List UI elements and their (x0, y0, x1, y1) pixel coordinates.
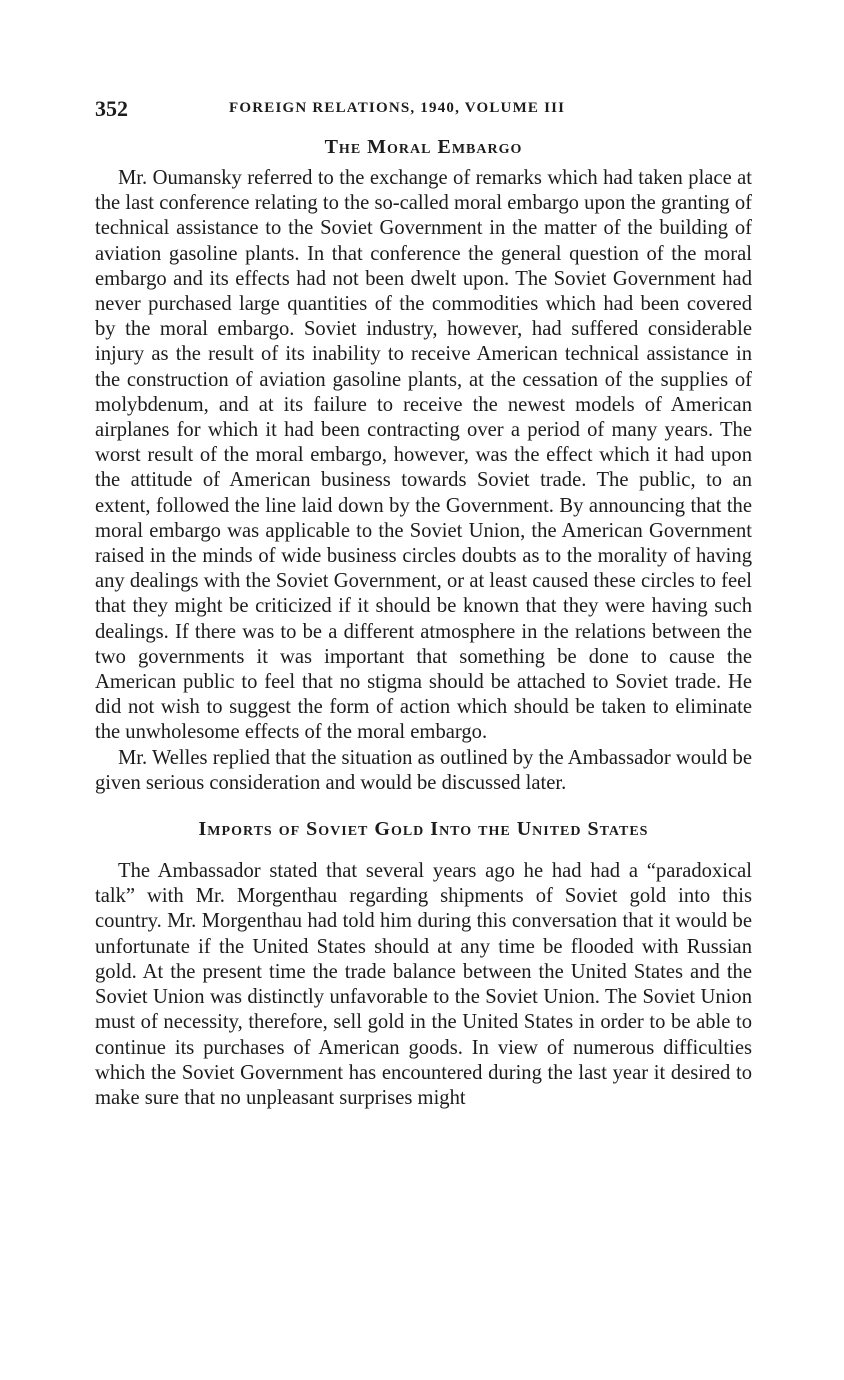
paragraph: The Ambassador stated that several years ago he had had a “paradoxical talk” with Mr. Morgenthau regarding shipments of Soviet gold into this country. Mr. Morgenthau had told him during this conversation that it would be unfortunate if the United States should at any time be flooded with Russian gold. At the present time the trade balance between the United States and the Soviet Union was distinctly unfavorable to the Soviet Union. The Soviet Union must of necessity, therefore, sell gold in the United States in order to be able to continue its purchases of American goods. In view of numerous difficulties which the Soviet Government has encountered during the last year it desired to make sure that no unpleasant surprises might (95, 860, 752, 1109)
paragraph: Mr. Oumansky referred to the exchange of remarks which had taken place at the last conference relating to the so-called moral embargo upon the granting of technical assistance to the Soviet Government in the matter of the building of aviation gasoline plants. In that conference the general question of the moral embargo and its effects had not been dwelt upon. The Soviet Government had never purchased large quantities of the commodities which had been covered by the moral embargo. Soviet industry, however, had suffered considerable injury as the result of its inability to receive American technical assistance in the construction of aviation gasoline plants, at the cessation of the supplies of molybdenum, and at its failure to receive the newest models of American airplanes for which it had been contracting over a period of many years. The worst result of the moral embargo, however, was the effect which it had upon the attitude of American business towards Soviet trade. The public, to an extent, followed the line laid down by the Government. By announcing that the moral embargo was applicable to the Soviet Union, the American Government raised in the minds of wide business circles doubts as to the morality of having any dealings with the Soviet Government, or at least caused these circles to feel that they might be criticized if it should be known that they were having such dealings. If there was to be a different atmosphere in the relations between the two governments it was important that something be done to cause the American public to feel that no stigma should be attached to Soviet trade. He did not wish to suggest the form of action which should be taken to eliminate the unwholesome effects of the moral embargo. (95, 167, 752, 744)
document-page (95, 96, 752, 1111)
section-moral-embargo (95, 136, 752, 796)
running-header (95, 96, 752, 126)
section-heading: The Moral Embargo (324, 136, 523, 158)
paragraph: Mr. Welles replied that the situation as outlined by the Ambassador would be given serious consideration and would be discussed later. (95, 746, 752, 794)
running-title: FOREIGN RELATIONS, 1940, VOLUME III (229, 100, 566, 116)
section-heading: Imports of Soviet Gold Into the United States (198, 818, 649, 841)
page-number: 352 (95, 96, 128, 121)
section-soviet-gold-imports (95, 818, 752, 1111)
